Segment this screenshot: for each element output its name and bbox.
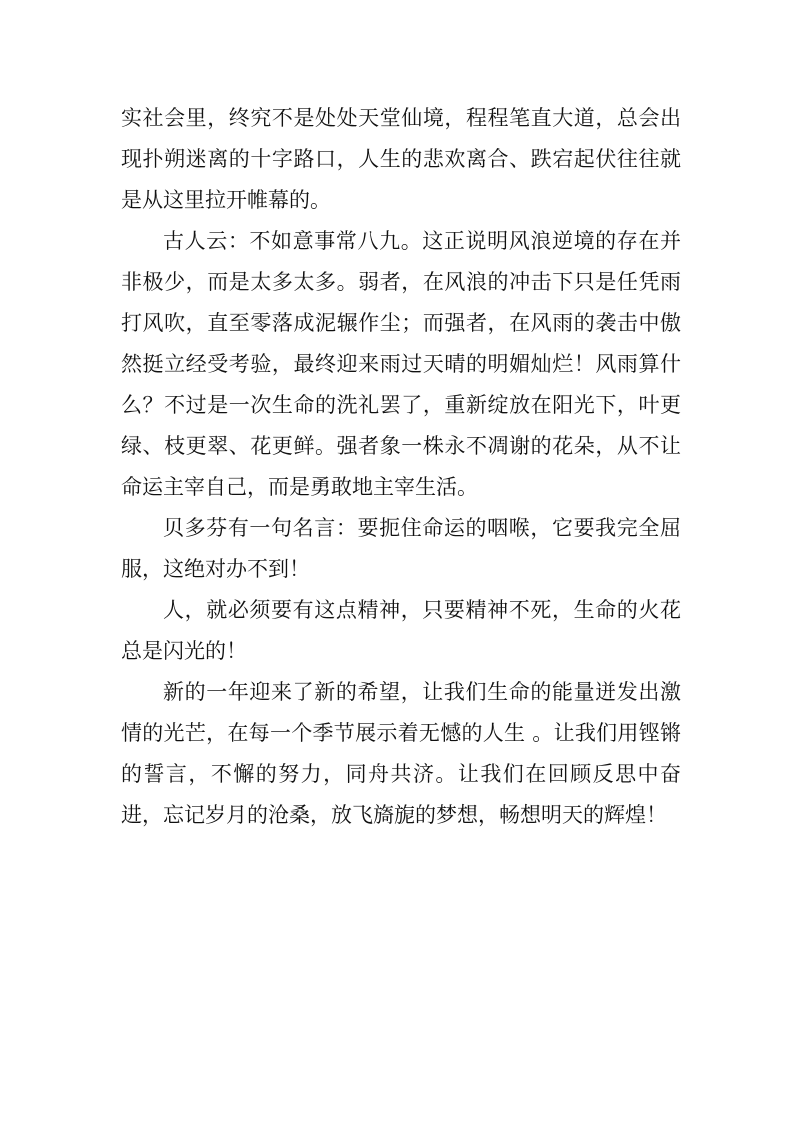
document-body	[121, 98, 681, 836]
paragraph-new-year-hope: 新的一年迎来了新的希望，让我们生命的能量迸发出激情的光芒，在每一个季节展示着无憾的人生 。让我们用铿锵的誓言，不懈的努力，同舟共济。让我们在回顾反思中奋进，忘记岁月的沧桑，放飞旖旎的梦想，畅想明天的辉煌！	[121, 680, 681, 827]
paragraph-ancient-saying: 古人云：不如意事常八九。这正说明风浪逆境的存在并非极少，而是太多太多。弱者，在风浪的冲击下只是任凭雨打风吹，直至零落成泥辗作尘；而强者，在风雨的袭击中傲然挺立经受考验，最终迎来雨过天晴的明媚灿烂！风雨算什么？不过是一次生命的洗礼罢了，重新绽放在阳光下，叶更绿、枝更翠、花更鲜。强者象一株永不凋谢的花朵，从不让命运主宰自己，而是勇敢地主宰生活。	[121, 229, 681, 499]
paragraph-spirit: 人，就必须要有这点精神，只要精神不死，生命的火花总是闪光的！	[121, 598, 681, 663]
paragraph-beethoven-quote: 贝多芬有一句名言：要扼住命运的咽喉，它要我完全屈服，这绝对办不到！	[121, 516, 681, 581]
paragraph-continuation: 实社会里，终究不是处处天堂仙境，程程笔直大道，总会出现扑朔迷离的十字路口，人生的悲欢离合、跌宕起伏往往就是从这里拉开帷幕的。	[121, 106, 681, 212]
